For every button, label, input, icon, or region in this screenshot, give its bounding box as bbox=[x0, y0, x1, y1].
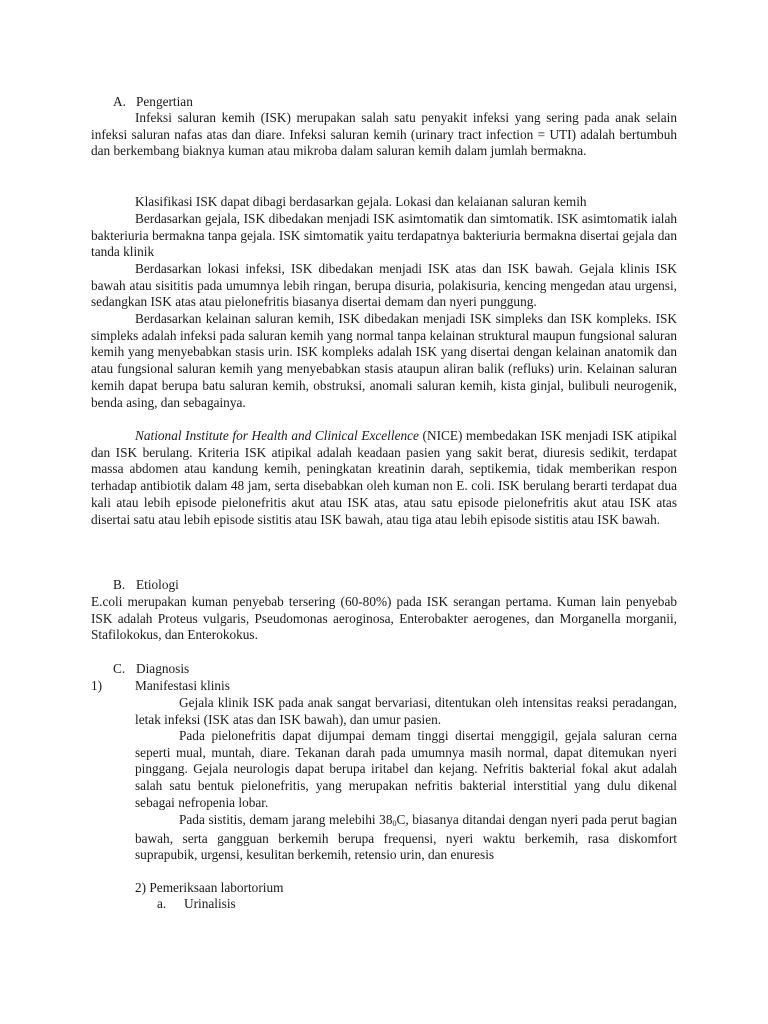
section-a-title: Pengertian bbox=[136, 94, 193, 109]
section-a-marker: A. bbox=[113, 94, 126, 109]
item-1-heading bbox=[91, 678, 230, 695]
paragraph-gejala: Berdasarkan gejala, ISK dibedakan menjadi ISK asimtomatik dan simtomatik. ISK asimtomatik ialah bakteriuria bermakna tanpa gejala. ISK simtomatik yaitu terdapatnya bakteriuria bermakna disertai gejala dan tanda klinik bbox=[91, 211, 677, 260]
manifestasi-paragraph-2: Pada pielonefritis dapat dijumpai demam tinggi disertai menggigil, gejala saluran cerna seperti mual, muntah, diare. Tekanan darah pada umumnya masih normal, dapat ditemukan nyeri pinggang. Gejala neurologis dapat berupa iritabel dan kejang. Nefritis bakterial fokal akut adalah salah satu bentuk pielonefritis, yang merupakan nefritis bakterial interstitial yang dulu dikenal sebagai nefropenia lobar. bbox=[135, 728, 677, 810]
item-1-marker: 1) bbox=[91, 678, 103, 693]
degree-subscript: 0 bbox=[392, 819, 397, 828]
section-b-title: Etiologi bbox=[136, 577, 179, 592]
sistitis-text-a: Pada sistitis, demam jarang melebihi 38 bbox=[179, 812, 393, 827]
section-c-marker: C. bbox=[113, 661, 126, 676]
item-1-title: Manifestasi klinis bbox=[135, 678, 230, 693]
klasifikasi-line: Klasifikasi ISK dapat dibagi berdasarkan gejala. Lokasi dan kelaianan saluran kemih bbox=[135, 194, 587, 209]
section-a-heading bbox=[113, 94, 193, 111]
nice-rest-text: (NICE) membedakan ISK menjadi ISK atipikal dan ISK berulang. Kriteria ISK atipikal adalah keadaan pasien yang sakit berat, diuresis sedikit, terdapat massa abdomen atau kandung kemih, peningkatan kreatinin darah, septikemia, tidak memberikan respon terhadap antibiotik dalam 48 jam, serta disebabkan oleh kuman non E. coli. ISK berulang berarti terdapat dua kali atau lebih episode pielonefritis akut atau ISK atas, atau satu episode pielonefritis akut atau ISK atas disertai satu atau lebih episode sistitis atau ISK bawah, atau tiga atau lebih episode sistitis atau ISK bawah. bbox=[91, 428, 677, 527]
paragraph-nice bbox=[91, 428, 677, 528]
section-b-paragraph: E.coli merupakan kuman penyebab tersering (60-80%) pada ISK serangan pertama. Kuman lain penyebab ISK adalah Proteus vulgaris, Pseudomonas aeroginosa, Enterobakter aerogenes, dan Morganella morganii, Stafilokokus, dan Enterokokus. bbox=[91, 594, 677, 643]
section-a-paragraph-1: Infeksi saluran kemih (ISK) merupakan salah satu penyakit infeksi yang sering pada anak selain infeksi saluran nafas atas dan diare. Infeksi saluran kemih (urinary tract infection = UTI) adalah bertumbuh dan berkembang biaknya kuman atau mikroba dalam saluran kemih dalam jumlah bermakna. bbox=[91, 110, 677, 159]
sub-item-a-heading bbox=[157, 896, 236, 913]
section-c-title: Diagnosis bbox=[136, 661, 190, 676]
section-b-heading bbox=[113, 577, 179, 594]
manifestasi-paragraph-3 bbox=[135, 812, 677, 864]
section-c-heading bbox=[113, 661, 189, 678]
nice-italic-text: National Institute for Health and Clinical Excellence bbox=[135, 428, 419, 443]
sub-item-a-title: Urinalisis bbox=[184, 896, 236, 911]
section-b-marker: B. bbox=[113, 577, 126, 592]
item-2-heading: 2) Pemeriksaan labortorium bbox=[135, 880, 284, 895]
paragraph-kelainan: Berdasarkan kelainan saluran kemih, ISK dibedakan menjadi ISK simpleks dan ISK kompleks. ISK simpleks adalah infeksi pada saluran kemih yang normal tanpa kelainan struktural maupun fungsional saluran kemih yang menyebabkan stasis urin. ISK kompleks adalah ISK yang disertai dengan kelainan anatomik dan atau fungsional saluran kemih yang menyebabkan stasis ataupun aliran balik (refluks) urin. Kelainan saluran kemih dapat berupa batu saluran kemih, obstruksi, anomali saluran kemih, kista ginjal, bulibuli neurogenik, benda asing, dan sebagainya. bbox=[91, 311, 677, 410]
paragraph-lokasi: Berdasarkan lokasi infeksi, ISK dibedakan menjadi ISK atas dan ISK bawah. Gejala klinis ISK bawah atau sisititis pada umumnya lebih ringan, berupa disuria, polakisuria, kencing mengedan atau urgensi, sedangkan ISK atas atau pielonefritis biasanya disertai demam dan nyeri punggung. bbox=[91, 261, 677, 310]
manifestasi-paragraph-1: Gejala klinik ISK pada anak sangat bervariasi, ditentukan oleh intensitas reaksi peradangan, letak infeksi (ISK atas dan ISK bawah), dan umur pasien. bbox=[135, 695, 677, 727]
sistitis-text-b: C, biasanya ditandai dengan nyeri pada perut bagian bawah, serta gangguan berkemih berupa frequensi, nyeri waktu berkemih, rasa diskomfort suprapubik, urgensi, kesulitan berkemih, retensio urin, dan enuresis bbox=[135, 812, 677, 863]
sub-item-a-marker: a. bbox=[157, 896, 167, 911]
